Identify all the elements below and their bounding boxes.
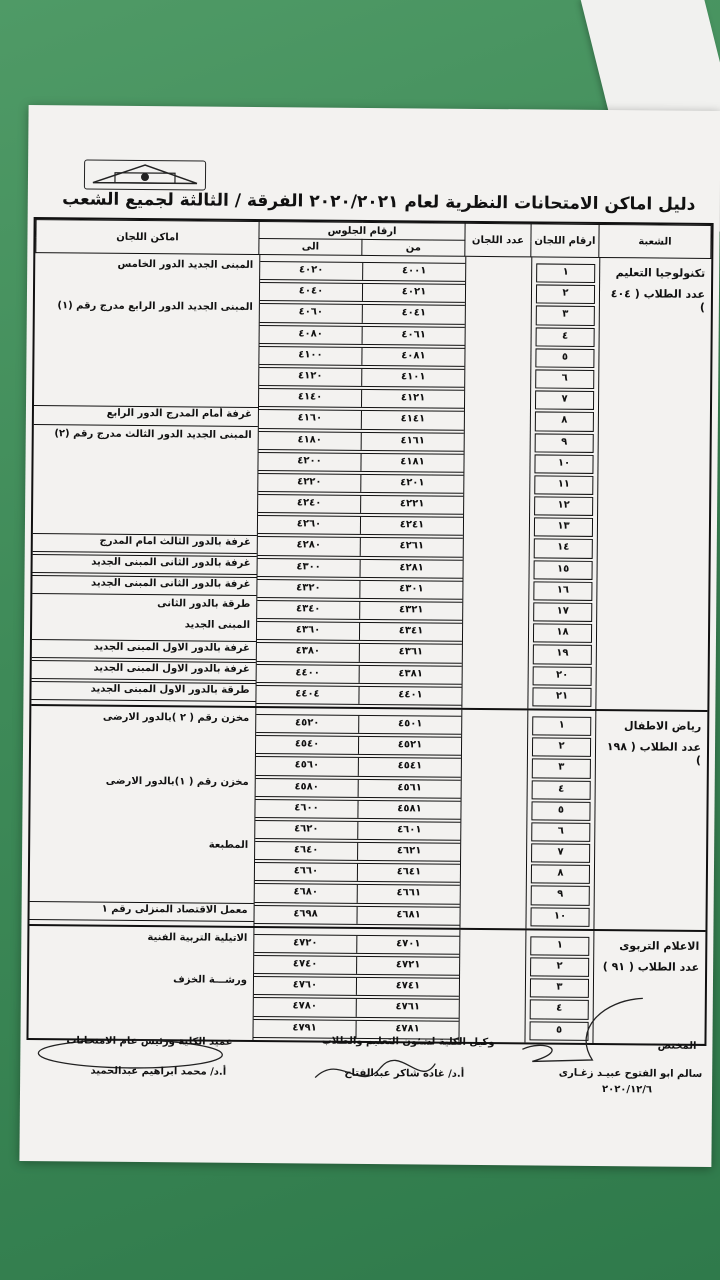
seat-to: ٤٠٢٠ — [298, 264, 324, 276]
seat-to: ٤٥٦٠ — [294, 759, 320, 771]
seat-from: ٤٠٤١ — [362, 305, 465, 323]
table-row — [258, 558, 463, 579]
seat-to: ٤٧٦٠ — [292, 979, 318, 991]
seat-to: ٤٠٨٠ — [298, 327, 323, 340]
committee-number: ٤ — [532, 780, 591, 800]
signature-date: ٢٠٢٠/١٢/٦ — [601, 1084, 653, 1096]
seat-from: ٤٠٦١ — [362, 326, 465, 344]
header-seat-numbers: ارقام الجلوس — [259, 222, 465, 241]
seat-to: ٤١٨٠ — [297, 433, 322, 446]
seat-to: ٤٢٦٠ — [296, 518, 322, 530]
committee-number: ٢١ — [532, 687, 591, 707]
place-cell: غرفة بالدور الثالث امام المدرج — [33, 533, 257, 554]
dean-name: أ.د/ محمد ابراهيم عبدالحميد — [90, 1065, 227, 1078]
place-cell: المبنى الجديد الدور الخامس — [117, 258, 254, 271]
table-row — [254, 976, 459, 997]
committee-number: ١ — [530, 936, 589, 956]
seat-to: ٤٣٦٠ — [295, 624, 321, 636]
table-row — [258, 536, 463, 557]
seat-to: ٤٣٢٠ — [296, 582, 321, 594]
seat-from: ٤١٨١ — [360, 454, 463, 472]
table-row — [255, 799, 460, 820]
exam-table — [26, 217, 713, 1046]
table-row — [259, 388, 464, 409]
place-cell: المبنى الجديد — [184, 619, 251, 632]
place-cell: الاتيلية التربية الفنية — [147, 931, 248, 944]
table-row — [257, 664, 462, 685]
seat-from: ٤١٦١ — [361, 432, 464, 450]
table-row — [257, 600, 462, 621]
table-row — [260, 282, 465, 303]
committee-number: ٦ — [531, 822, 590, 842]
sections-container — [28, 253, 711, 1044]
table-row — [257, 642, 462, 663]
committee-number: ٢ — [532, 738, 591, 758]
seat-to: ٤١٦٠ — [297, 412, 323, 424]
committee-number: ١٤ — [534, 539, 593, 559]
seat-from: ٤٥٤١ — [358, 758, 461, 776]
specialist-name: سالم ابو الفتوح عبيـد زغـارى — [558, 1067, 703, 1080]
places-column — [31, 253, 259, 706]
seat-numbers-column — [253, 708, 461, 928]
table-row — [260, 325, 465, 346]
place-cell: مخزن رقم ( ١)بالدور الارضى — [105, 775, 249, 788]
table-row — [256, 756, 461, 777]
seat-from: ٤٢٠١ — [360, 475, 463, 493]
header-committee-numbers: ارقام اللجان — [531, 224, 599, 258]
seat-from: ٤٠٠١ — [362, 263, 465, 281]
seat-to: ٤٢٤٠ — [296, 497, 322, 509]
table-row — [254, 905, 459, 926]
seat-from: ٤٢٦١ — [360, 538, 463, 556]
seat-to: ٤٥٨٠ — [294, 780, 319, 793]
committee-number: ٣ — [536, 306, 595, 326]
table-row — [256, 714, 461, 735]
committee-number: ٥ — [531, 801, 590, 821]
seat-from: ٤١٠١ — [361, 369, 464, 387]
seat-to: ٤٢٢٠ — [297, 476, 322, 488]
seat-from: ٤٦٢١ — [357, 843, 460, 861]
division-name: الاعلام التربوى — [619, 938, 700, 953]
seat-to: ٤١٤٠ — [297, 391, 323, 403]
committee-number: ٢ — [530, 957, 589, 977]
seat-numbers-column — [252, 928, 459, 1042]
table-row — [255, 883, 460, 904]
page-title: دليل اماكن الامتحانات النظرية لعام ٢٠٢٠/٢٠٢١ الفرقة / الثالثة لجميع الشعب — [62, 189, 696, 215]
specialist-title: المختص — [657, 1040, 697, 1052]
section-0 — [31, 253, 711, 710]
table-row — [258, 473, 463, 494]
header-from: من — [362, 239, 465, 256]
seat-to: ٤٢٠٠ — [297, 455, 322, 467]
seat-to: ٤٦٤٠ — [293, 844, 319, 856]
division-name: رياض الاطفال — [624, 719, 702, 733]
committee-number: ١٠ — [534, 454, 593, 474]
committee-numbers-column — [525, 710, 595, 928]
committee-number: ١ — [536, 263, 595, 283]
seat-from: ٤٣٠١ — [359, 581, 462, 599]
seat-to: ٤٥٤٠ — [294, 738, 320, 750]
table-row — [256, 778, 461, 799]
seat-from: ٤٠٨١ — [361, 348, 464, 366]
section-1 — [29, 704, 707, 930]
place-cell: غرفة بالدور الثانى المبنى الجديد — [32, 575, 256, 596]
place-cell: طرقة بالدور الثانى — [157, 598, 251, 611]
specialist-signature-scribble — [512, 989, 653, 1080]
seat-from: ٤٦٦١ — [357, 885, 460, 903]
committee-number: ١ — [532, 716, 591, 736]
seat-from: ٤٥٨١ — [357, 801, 460, 819]
seat-to: ٤٠٦٠ — [298, 306, 324, 318]
seat-from: ٤٥٦١ — [358, 779, 461, 797]
place-cell: غرفة بالدور الثانى المبنى الجديد — [33, 554, 257, 575]
place-cell: غرفة أمام المدرج الدور الرابع — [34, 405, 258, 426]
seat-from: ٤٢٤١ — [360, 517, 463, 535]
student-count: عدد الطلاب ( ١٩٨ ) — [606, 740, 702, 767]
seat-from: ٤٧٦١ — [356, 999, 459, 1017]
committee-number: ١١ — [534, 475, 593, 495]
place-cell: مخزن رقم ( ٢ )بالدور الارضى — [102, 711, 250, 724]
seat-from: ٤١٤١ — [361, 411, 464, 429]
seat-from: ٤٣٢١ — [359, 602, 462, 620]
table-row — [255, 820, 460, 841]
committee-number: ١٠ — [530, 907, 589, 927]
table-row — [254, 934, 459, 955]
table-row — [254, 997, 459, 1018]
exam-locations-sheet — [19, 105, 720, 1167]
seat-from: ٤٢٢١ — [360, 496, 463, 514]
seat-from: ٤٣٤١ — [359, 623, 462, 641]
table-row — [259, 431, 464, 452]
table-row — [256, 735, 461, 756]
seat-from: ٤٦٠١ — [357, 822, 460, 840]
committee-number: ٥ — [529, 1021, 588, 1041]
table-row — [260, 303, 465, 324]
seat-from: ٤٦٤١ — [357, 864, 460, 882]
committee-number: ٣ — [532, 759, 591, 779]
seat-to: ٤٧٩١ — [292, 1021, 317, 1034]
committee-number: ٨ — [531, 865, 590, 885]
place-cell: طرقة بالدور الاول المبنى الجديد — [31, 681, 255, 702]
header-to: الى — [259, 239, 362, 256]
committee-number: ٩ — [531, 886, 590, 906]
table-row — [259, 367, 464, 388]
committee-number: ٨ — [535, 412, 594, 432]
table-row — [255, 862, 460, 883]
vice-dean-name: أ.د/ غادة شاكر عبدالفتاح — [344, 1067, 465, 1080]
student-count: عدد الطلاب ( ٩١ ) — [602, 959, 700, 974]
seat-to: ٤٧٨٠ — [292, 1000, 318, 1012]
place-cell: المبنى الجديد الدور الرابع مدرج رقم (١) — [57, 300, 253, 314]
division-name: تكنولوجيا التعليم — [615, 266, 706, 280]
section-label — [595, 258, 711, 710]
committee-number: ١٧ — [533, 602, 592, 622]
vice-dean-title: وكيل الكلية لشئون التعليم والطلاب — [321, 1035, 495, 1049]
seat-to: ٤١٢٠ — [298, 370, 323, 382]
committee-number: ١٣ — [534, 518, 593, 538]
committee-number: ١٩ — [533, 645, 592, 665]
table-row — [254, 955, 459, 976]
seat-to: ٤٣٤٠ — [295, 603, 321, 615]
committee-number: ٩ — [535, 433, 594, 453]
committee-number: ٤ — [536, 327, 595, 347]
seat-to: ٤٤٠٠ — [295, 666, 320, 679]
committee-number: ١٢ — [534, 496, 593, 516]
places-column — [28, 926, 253, 1040]
seat-from: ٤٠٢١ — [362, 284, 465, 302]
seat-to: ٤١٠٠ — [298, 349, 323, 361]
place-cell: المبنى الجديد الدور الثالث مدرج رقم (٢) — [54, 427, 252, 441]
seat-from: ٤٣٦١ — [359, 644, 462, 662]
table-row — [259, 409, 464, 430]
table-row — [256, 685, 461, 706]
seat-to: ٤٦٠٠ — [294, 802, 319, 814]
table-row — [258, 494, 463, 515]
committee-number: ١٥ — [534, 560, 593, 580]
table-row — [255, 841, 460, 862]
committee-numbers-column — [527, 257, 599, 709]
dean-title: عميد الكلية ورئيس عام الامتحانات — [66, 1035, 233, 1048]
seat-from: ٤١٢١ — [361, 390, 464, 408]
table-row — [257, 621, 462, 642]
committee-number: ٤ — [530, 1000, 589, 1020]
committee-count-column — [459, 710, 527, 928]
committee-number: ٣ — [530, 979, 589, 999]
committee-count-column — [461, 257, 531, 708]
seat-from: ٤٧٤١ — [356, 978, 459, 996]
committee-number: ٧ — [535, 391, 594, 411]
seat-from: ٤٣٨١ — [359, 665, 462, 683]
seat-to: ٤٥٢٠ — [294, 717, 320, 729]
seat-from: ٤٥٢١ — [358, 737, 461, 755]
signatures-area — [19, 1025, 712, 1161]
table-row — [257, 579, 462, 600]
seat-to: ٤٣٠٠ — [296, 560, 321, 573]
seat-to: ٤٤٠٤ — [295, 688, 320, 700]
section-label — [593, 711, 707, 930]
seat-from: ٤٦٨١ — [356, 907, 459, 925]
committee-number: ٢ — [536, 285, 595, 305]
seat-to: ٤٠٤٠ — [298, 285, 324, 297]
table-row — [258, 515, 463, 536]
committee-number: ٥ — [535, 348, 594, 368]
table-row — [259, 346, 464, 367]
committee-number: ٧ — [531, 843, 590, 863]
seat-to: ٤٦٢٠ — [294, 823, 319, 835]
seat-from: ٤٧٢١ — [356, 957, 459, 975]
seat-to: ٤٦٨٠ — [293, 886, 319, 898]
faculty-logo — [84, 159, 206, 190]
table-row — [260, 261, 465, 282]
table-row — [258, 452, 463, 473]
place-cell: غرفة بالدور الاول المبنى الجديد — [32, 660, 256, 681]
seat-numbers-column — [255, 255, 465, 708]
student-count: عدد الطلاب ( ٤٠٤ ) — [610, 287, 706, 314]
seat-from: ٤٧٠١ — [356, 936, 459, 954]
place-cell: المطبعة — [208, 839, 249, 852]
header-places: اماكن اللجان — [36, 220, 259, 255]
places-column — [29, 706, 255, 926]
seat-from: ٤٥٠١ — [358, 716, 461, 734]
seat-to: ٤٧٤٠ — [292, 958, 318, 970]
seat-to: ٤٧٢٠ — [293, 937, 318, 949]
seat-to: ٤٦٩٨ — [293, 907, 318, 920]
seat-from: ٤٢٨١ — [360, 560, 463, 578]
logo-emblem-icon — [85, 160, 205, 189]
committee-number: ٦ — [535, 369, 594, 389]
place-cell: ورشـــة الخزف — [173, 974, 248, 987]
seat-to: ٤٢٨٠ — [296, 539, 322, 552]
committee-number: ١٨ — [533, 624, 592, 644]
header-division: الشعبة — [599, 224, 711, 258]
committee-number: ١٦ — [533, 581, 592, 601]
seat-to: ٤٣٨٠ — [295, 645, 321, 657]
place-cell: معمل الاقتصاد المنزلى رقم ١ — [30, 901, 254, 922]
seat-from: ٤٤٠١ — [358, 687, 461, 705]
seat-from: ٤٧٨١ — [355, 1020, 458, 1038]
place-cell: غرفة بالدور الاول المبنى الجديد — [32, 639, 256, 660]
seat-to: ٤٦٦٠ — [293, 865, 319, 877]
header-committee-count: عدد اللجان — [465, 223, 531, 257]
committee-number: ٢٠ — [533, 666, 592, 686]
